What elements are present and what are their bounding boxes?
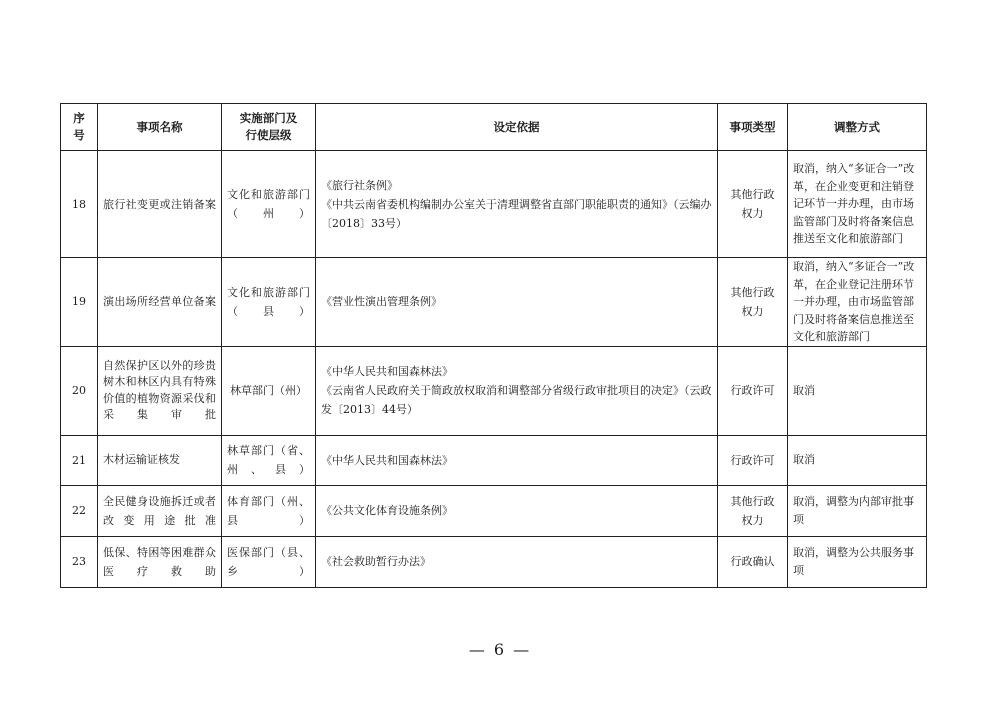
row-dept: 体育部门（州、县） bbox=[222, 485, 316, 536]
row-basis bbox=[316, 536, 718, 587]
row-dept: 文化和旅游部门（县） bbox=[222, 258, 316, 347]
row-seq: 19 bbox=[61, 258, 98, 347]
page-number: — 6 — bbox=[468, 640, 532, 659]
row-type: 行政许可 bbox=[718, 435, 788, 485]
row-seq: 22 bbox=[61, 485, 98, 536]
row-type: 行政许可 bbox=[718, 346, 788, 435]
row-seq: 18 bbox=[61, 151, 98, 258]
row-type: 行政确认 bbox=[718, 536, 788, 587]
table-row bbox=[61, 258, 927, 347]
row-dept: 文化和旅游部门（州） bbox=[222, 151, 316, 258]
row-type: 其他行政权力 bbox=[718, 151, 788, 258]
row-adjust: 取消 bbox=[788, 346, 927, 435]
basis-line: 《旅行社条例》 bbox=[321, 178, 398, 192]
row-dept: 林草部门（州） bbox=[222, 346, 316, 435]
row-basis bbox=[316, 258, 718, 347]
adjustment-table bbox=[60, 103, 927, 588]
row-name: 低保、特困等困难群众医疗救助 bbox=[98, 536, 222, 587]
row-adjust: 取消，调整为公共服务事项 bbox=[788, 536, 927, 587]
header-type: 事项类型 bbox=[718, 104, 788, 151]
row-basis bbox=[316, 151, 718, 258]
header-seq: 序号 bbox=[61, 104, 98, 151]
row-name: 全民健身设施拆迁或者改变用途批准 bbox=[98, 485, 222, 536]
row-adjust: 取消，纳入“多证合一”改革，在企业变更和注销登记环节一并办理，由市场监管部门及时将备案信息推送至文化和旅游部门 bbox=[788, 151, 927, 258]
row-basis bbox=[316, 485, 718, 536]
table-row bbox=[61, 536, 927, 587]
basis-line: 《云南省人民政府关于简政放权取消和调整部分省级行政审批项目的决定》（云政发〔2013〕44号） bbox=[321, 384, 712, 416]
row-type: 其他行政权力 bbox=[718, 485, 788, 536]
row-adjust: 取消，纳入“多证合一”改革，在企业登记注册环节一并办理，由市场监管部门及时将备案信息推送至文化和旅游部门 bbox=[788, 258, 927, 347]
header-name: 事项名称 bbox=[98, 104, 222, 151]
row-seq: 20 bbox=[61, 346, 98, 435]
row-dept: 林草部门（省、州、县） bbox=[222, 435, 316, 485]
row-basis bbox=[316, 435, 718, 485]
row-adjust: 取消，调整为内部审批事项 bbox=[788, 485, 927, 536]
table-row bbox=[61, 346, 927, 435]
basis-line: 《社会救助暂行办法》 bbox=[321, 555, 431, 568]
header-dept: 实施部门及行使层级 bbox=[222, 104, 316, 151]
row-adjust: 取消 bbox=[788, 435, 927, 485]
table-row bbox=[61, 485, 927, 536]
row-name: 旅行社变更或注销备案 bbox=[98, 151, 222, 258]
basis-line: 《公共文化体育设施条例》 bbox=[321, 504, 453, 517]
row-basis bbox=[316, 346, 718, 435]
table-row bbox=[61, 151, 927, 258]
header-basis: 设定依据 bbox=[316, 104, 718, 151]
basis-line: 《营业性演出管理条例》 bbox=[321, 295, 442, 309]
row-seq: 23 bbox=[61, 536, 98, 587]
table-header-row bbox=[61, 104, 927, 151]
basis-line: 《中共云南省委机构编制办公室关于清理调整省直部门职能职责的通知》（云编办〔2018〕33号） bbox=[321, 197, 712, 230]
row-type: 其他行政权力 bbox=[718, 258, 788, 347]
header-adjust: 调整方式 bbox=[788, 104, 927, 151]
row-name: 自然保护区以外的珍贵树木和林区内具有特殊价值的植物资源采伐和采集审批 bbox=[98, 346, 222, 435]
basis-line: 《中华人民共和国森林法》 bbox=[321, 453, 453, 467]
row-name: 演出场所经营单位备案 bbox=[98, 258, 222, 347]
row-seq: 21 bbox=[61, 435, 98, 485]
row-dept: 医保部门（县、乡） bbox=[222, 536, 316, 587]
basis-line: 《中华人民共和国森林法》 bbox=[321, 365, 453, 378]
table-row bbox=[61, 435, 927, 485]
row-name: 木材运输证核发 bbox=[98, 435, 222, 485]
